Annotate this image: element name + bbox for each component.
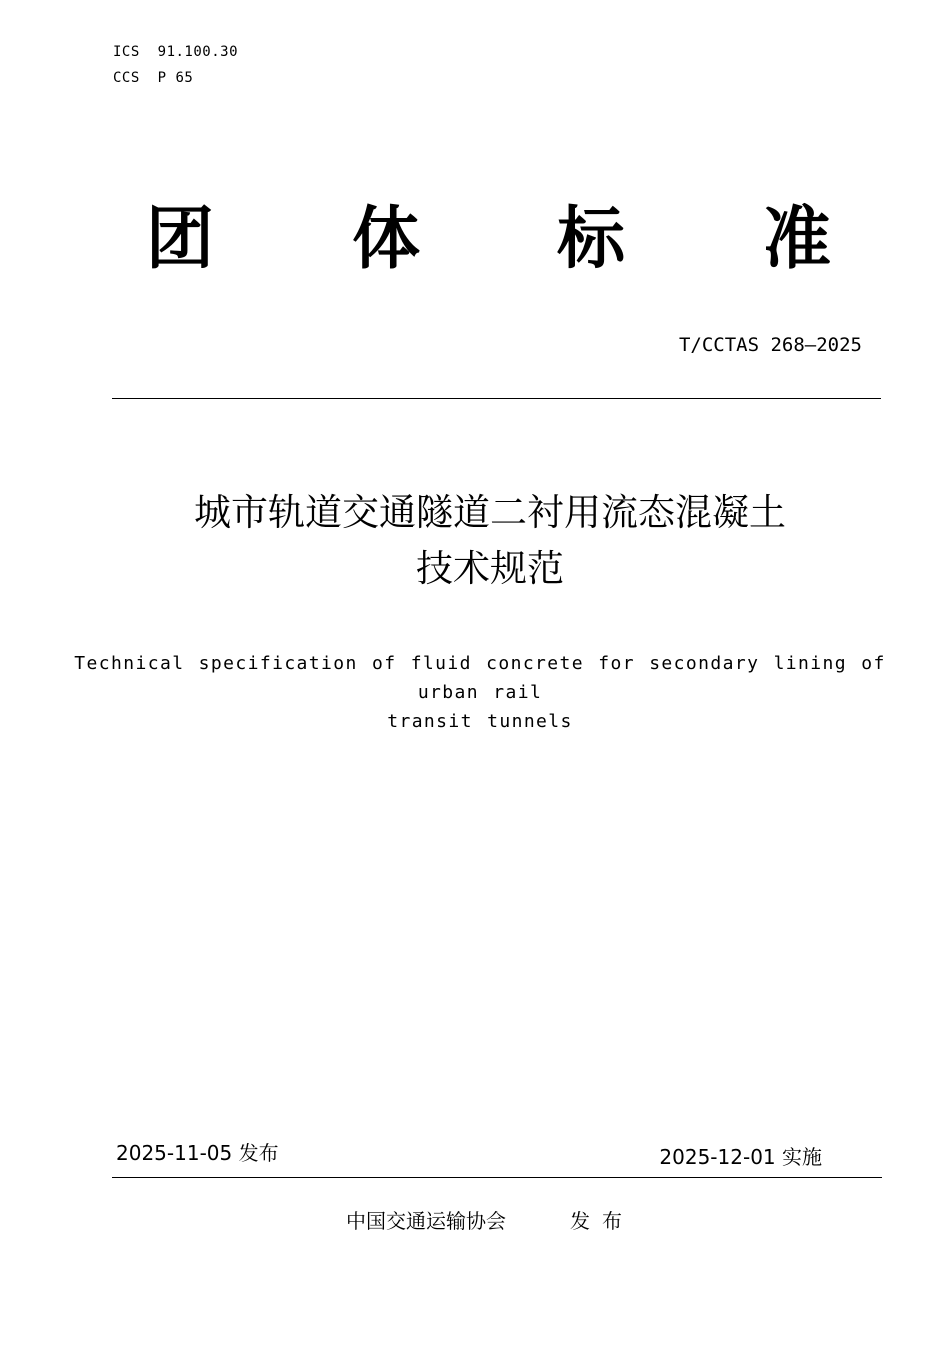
english-title-line: transit tunnels	[387, 711, 573, 732]
ccs-code: CCS P 65	[113, 70, 194, 86]
standard-type-char: 团	[146, 200, 215, 279]
chinese-title-line: 技术规范	[416, 547, 564, 590]
publisher-action: 发布	[570, 1209, 634, 1233]
publisher-name: 中国交通运输协会	[346, 1209, 506, 1233]
bottom-divider	[112, 1177, 882, 1178]
ics-code: ICS 91.100.30	[113, 44, 239, 60]
standard-number: T/CCTAS 268—2025	[678, 334, 862, 356]
english-title-line: Technical specification of fluid concrete for secondary lining of urban rail	[74, 653, 886, 703]
chinese-title-line: 城市轨道交通隧道二衬用流态混凝土	[194, 491, 786, 534]
top-divider	[112, 398, 881, 399]
chinese-title	[0, 485, 950, 597]
english-title	[40, 649, 920, 736]
standard-type-char: 体	[352, 200, 421, 279]
standard-type-char: 准	[763, 200, 832, 279]
issue-date: 2025-11-05 发布	[116, 1141, 279, 1165]
standard-type-char: 标	[557, 200, 626, 279]
standard-type-heading	[0, 195, 950, 285]
implementation-date: 2025-12-01 实施	[659, 1145, 822, 1169]
